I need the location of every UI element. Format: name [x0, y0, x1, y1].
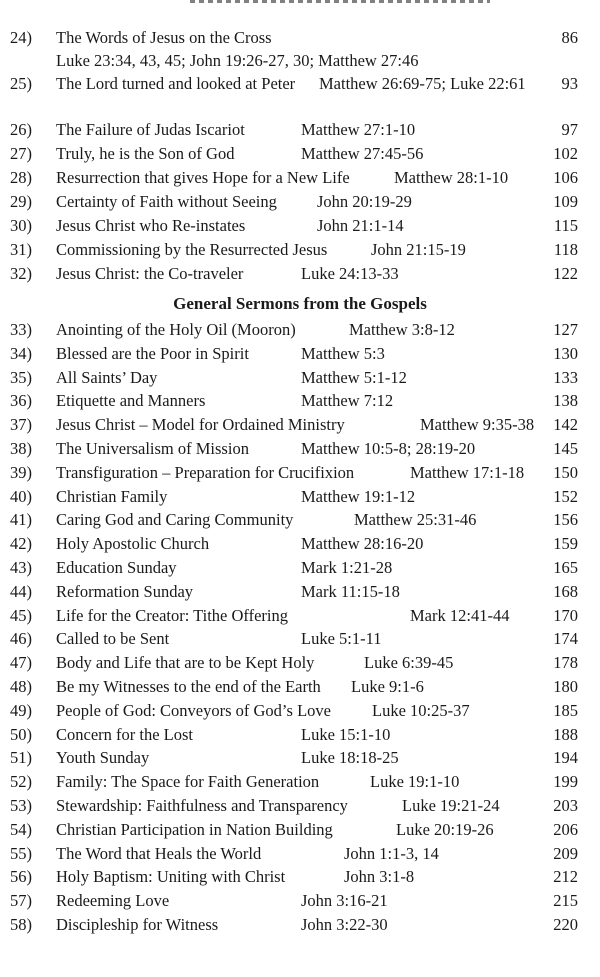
- entry-title: Body and Life that are to be Kept Holy: [56, 653, 315, 673]
- entry-number: 33): [10, 320, 32, 339]
- entry-page: 150: [553, 462, 578, 482]
- entry-page: 138: [553, 391, 578, 411]
- entry-page: 106: [553, 168, 578, 187]
- entry-title: Stewardship: Faithfulness and Transparency: [56, 796, 348, 815]
- toc-entry-33: [0, 318, 600, 342]
- entry-reference: Matthew 28:1-10: [394, 168, 509, 187]
- entry-number: 42): [10, 534, 32, 554]
- entry-number: 34): [10, 343, 32, 363]
- entry-title: Life for the Creator: Tithe Offering: [56, 605, 289, 625]
- toc-entry-49: [0, 699, 600, 723]
- entry-reference: Matthew 10:5-8; 28:19-20: [301, 439, 476, 458]
- entry-title: The Failure of Judas Iscariot: [56, 120, 245, 139]
- entry-number: 58): [10, 915, 32, 934]
- toc-entry-31: [0, 238, 600, 262]
- entry-page: 156: [553, 510, 578, 530]
- toc-entry-43: [0, 556, 600, 580]
- entry-reference: Matthew 28:16-20: [301, 534, 424, 554]
- entry-page: 188: [553, 724, 578, 744]
- entry-page: 93: [561, 74, 578, 93]
- entry-title: Holy Baptism: Uniting with Christ: [56, 867, 286, 887]
- entry-reference: Matthew 26:69-75; Luke 22:61: [319, 74, 526, 93]
- entry-title: Resurrection that gives Hope for a New Life: [56, 168, 350, 187]
- entry-reference: John 21:1-14: [317, 216, 404, 235]
- entry-page: 203: [553, 796, 578, 815]
- toc-entry-40: [0, 485, 600, 509]
- entry-number: 24): [10, 28, 32, 47]
- entry-title: Commissioning by the Resurrected Jesus: [56, 240, 328, 259]
- toc-entry-32: [0, 262, 600, 286]
- entry-title: Reformation Sunday: [56, 581, 194, 601]
- entry-page: 170: [553, 605, 578, 625]
- entry-title: Transfiguration – Preparation for Crucifixion: [56, 462, 355, 482]
- entry-page: 145: [553, 439, 578, 458]
- entry-reference: Luke 19:21-24: [402, 796, 500, 815]
- entry-reference: Matthew 25:31-46: [354, 510, 477, 530]
- entry-number: 48): [10, 677, 32, 696]
- entry-title: Holy Apostolic Church: [56, 534, 210, 554]
- entry-reference: Matthew 19:1-12: [301, 486, 416, 506]
- entry-page: 185: [553, 700, 578, 720]
- toc-entry-58: [0, 913, 600, 937]
- entry-reference: Luke 19:1-10: [370, 772, 460, 792]
- cropped-running-header: [0, 0, 600, 6]
- entry-reference: John 1:1-3, 14: [344, 843, 439, 863]
- entry-title: Called to be Sent: [56, 629, 170, 649]
- entry-page: 109: [553, 192, 578, 211]
- entry-number: 26): [10, 120, 32, 139]
- entry-reference: Luke 24:13-33: [301, 264, 399, 283]
- entry-page: 215: [553, 891, 578, 911]
- entry-page: 122: [553, 264, 578, 283]
- entry-reference: John 21:15-19: [371, 240, 466, 259]
- entry-number: 32): [10, 264, 32, 283]
- entry-title: Certainty of Faith without Seeing: [56, 192, 277, 211]
- entry-number: 53): [10, 796, 32, 815]
- entry-number: 43): [10, 558, 32, 577]
- toc-entry-48: [0, 675, 600, 699]
- entry-title: Jesus Christ who Re-instates: [56, 216, 246, 235]
- toc-entry-57: [0, 889, 600, 913]
- entry-page: 212: [553, 867, 578, 887]
- entry-reference: Mark 11:15-18: [301, 581, 400, 601]
- entry-page: 199: [553, 772, 578, 792]
- entry-reference: John 3:1-8: [344, 867, 415, 887]
- entry-title: Youth Sunday: [56, 748, 150, 768]
- toc-entry-26: [0, 118, 600, 142]
- entry-title: All Saints’ Day: [56, 367, 158, 387]
- section-heading: General Sermons from the Gospels: [173, 294, 427, 313]
- toc-entry-30: [0, 214, 600, 238]
- toc-entry-38: [0, 437, 600, 461]
- entry-reference: John 3:16-21: [301, 891, 388, 911]
- entry-page: 178: [553, 653, 578, 673]
- entry-title: Discipleship for Witness: [56, 915, 219, 934]
- entry-number: 37): [10, 415, 32, 435]
- toc-entry-28: [0, 166, 600, 190]
- entry-number: 27): [10, 144, 32, 163]
- entry-page: 97: [561, 120, 578, 139]
- entry-number: 41): [10, 510, 32, 530]
- entry-number: 29): [10, 192, 32, 211]
- entry-number: 51): [10, 748, 32, 768]
- entry-page: 165: [553, 558, 578, 577]
- entry-page: 194: [553, 748, 578, 768]
- entry-page: 180: [553, 677, 578, 696]
- toc-entry-39: [0, 461, 600, 485]
- entry-reference: Matthew 7:12: [301, 391, 394, 411]
- entry-title: Truly, he is the Son of God: [56, 144, 235, 163]
- entry-page: 133: [553, 367, 578, 387]
- entry-reference: Luke 10:25-37: [372, 700, 470, 720]
- toc-entry-37: [0, 413, 600, 437]
- entry-title: Caring God and Caring Community: [56, 510, 294, 530]
- entry-title: Jesus Christ – Model for Ordained Ministry: [56, 415, 345, 435]
- entry-number: 47): [10, 653, 32, 673]
- entry-number: 46): [10, 629, 32, 649]
- entry-reference: Matthew 9:35-38: [420, 415, 535, 435]
- toc-entry-55: [0, 842, 600, 866]
- entry-number: 36): [10, 391, 32, 411]
- entry-reference: John 20:19-29: [317, 192, 412, 211]
- toc-entry-29: [0, 190, 600, 214]
- toc-entry-45: [0, 604, 600, 628]
- entry-title: Blessed are the Poor in Spirit: [56, 343, 249, 363]
- entry-number: 40): [10, 486, 32, 506]
- entry-number: 39): [10, 462, 32, 482]
- toc-entry-50: [0, 723, 600, 747]
- entry-page: 115: [553, 216, 578, 235]
- entry-number: 30): [10, 216, 32, 235]
- entry-page: 127: [553, 320, 578, 339]
- entry-page: 102: [553, 144, 578, 163]
- entry-number: 44): [10, 581, 32, 601]
- entry-page: 206: [553, 819, 578, 839]
- entry-number: 38): [10, 439, 32, 458]
- entry-title: Concern for the Lost: [56, 724, 194, 744]
- entry-number: 54): [10, 819, 32, 839]
- entry-reference: Matthew 5:1-12: [301, 367, 407, 387]
- entry-number: 31): [10, 240, 32, 259]
- toc-entry-41: [0, 508, 600, 532]
- entry-reference: Luke 9:1-6: [351, 677, 424, 696]
- toc-entry-56: [0, 865, 600, 889]
- entry-page: 118: [553, 240, 578, 259]
- toc-entry-53: [0, 794, 600, 818]
- entry-reference: Mark 12:41-44: [410, 605, 510, 625]
- entry-page: 130: [553, 343, 578, 363]
- entry-title: Christian Participation in Nation Building: [56, 819, 333, 839]
- toc-entry-47: [0, 651, 600, 675]
- entry-title: Family: The Space for Faith Generation: [56, 772, 320, 792]
- entry-title: The Lord turned and looked at Peter: [56, 74, 296, 93]
- entry-page: 168: [553, 581, 578, 601]
- toc-entry-51: [0, 746, 600, 770]
- entry-reference: Luke 5:1-11: [301, 629, 382, 649]
- toc-entry-52: [0, 770, 600, 794]
- toc-entry-24: [0, 26, 600, 50]
- entry-page: 209: [553, 843, 578, 863]
- entry-page: 159: [553, 534, 578, 554]
- entry-page: 86: [561, 28, 578, 47]
- entry-reference: Matthew 5:3: [301, 343, 385, 363]
- entry-reference: Matthew 3:8-12: [349, 320, 455, 339]
- entry-reference: Luke 20:19-26: [396, 819, 494, 839]
- toc-entry-46: [0, 627, 600, 651]
- entry-reference: Luke 6:39-45: [364, 653, 454, 673]
- entry-number: 28): [10, 168, 32, 187]
- entry-title: Education Sunday: [56, 558, 177, 577]
- entry-24-reference: Luke 23:34, 43, 45; John 19:26-27, 30; Matthew 27:46: [56, 51, 419, 70]
- entry-reference: Matthew 27:45-56: [301, 144, 424, 163]
- entry-reference: Matthew 17:1-18: [410, 462, 525, 482]
- entry-reference: Luke 18:18-25: [301, 748, 399, 768]
- entry-reference: John 3:22-30: [301, 915, 388, 934]
- entry-title: Be my Witnesses to the end of the Earth: [56, 677, 321, 696]
- entry-reference: Luke 15:1-10: [301, 724, 391, 744]
- toc-entry-34: [0, 342, 600, 366]
- entry-reference: Mark 1:21-28: [301, 558, 393, 577]
- entry-page: 152: [553, 486, 578, 506]
- toc-entry-42: [0, 532, 600, 556]
- toc-entry-44: [0, 580, 600, 604]
- entry-number: 56): [10, 867, 32, 887]
- entry-number: 52): [10, 772, 32, 792]
- entry-title: The Word that Heals the World: [56, 843, 262, 863]
- entry-title: Jesus Christ: the Co-traveler: [56, 264, 244, 283]
- entry-title: Christian Family: [56, 486, 168, 506]
- toc-entry-36: [0, 389, 600, 413]
- entry-title: The Universalism of Mission: [56, 439, 249, 458]
- entry-number: 55): [10, 843, 32, 863]
- entry-number: 57): [10, 891, 32, 911]
- toc-entry-35: [0, 366, 600, 390]
- toc-entry-25: [0, 72, 600, 96]
- entry-title: Redeeming Love: [56, 891, 170, 911]
- entry-number: 45): [10, 605, 32, 625]
- entry-title: The Words of Jesus on the Cross: [56, 28, 272, 47]
- entry-title: Anointing of the Holy Oil (Mooron): [56, 320, 296, 339]
- entry-page: 220: [553, 915, 578, 934]
- entry-number: 49): [10, 700, 32, 720]
- entry-title: People of God: Conveyors of God’s Love: [56, 700, 331, 720]
- entry-title: Etiquette and Manners: [56, 391, 206, 411]
- toc-entry-27: [0, 142, 600, 166]
- entry-number: 35): [10, 367, 32, 387]
- entry-page: 142: [553, 415, 578, 435]
- toc-entry-54: [0, 818, 600, 842]
- entry-number: 50): [10, 724, 32, 744]
- entry-reference: Matthew 27:1-10: [301, 120, 416, 139]
- entry-page: 174: [553, 629, 578, 649]
- entry-number: 25): [10, 74, 32, 93]
